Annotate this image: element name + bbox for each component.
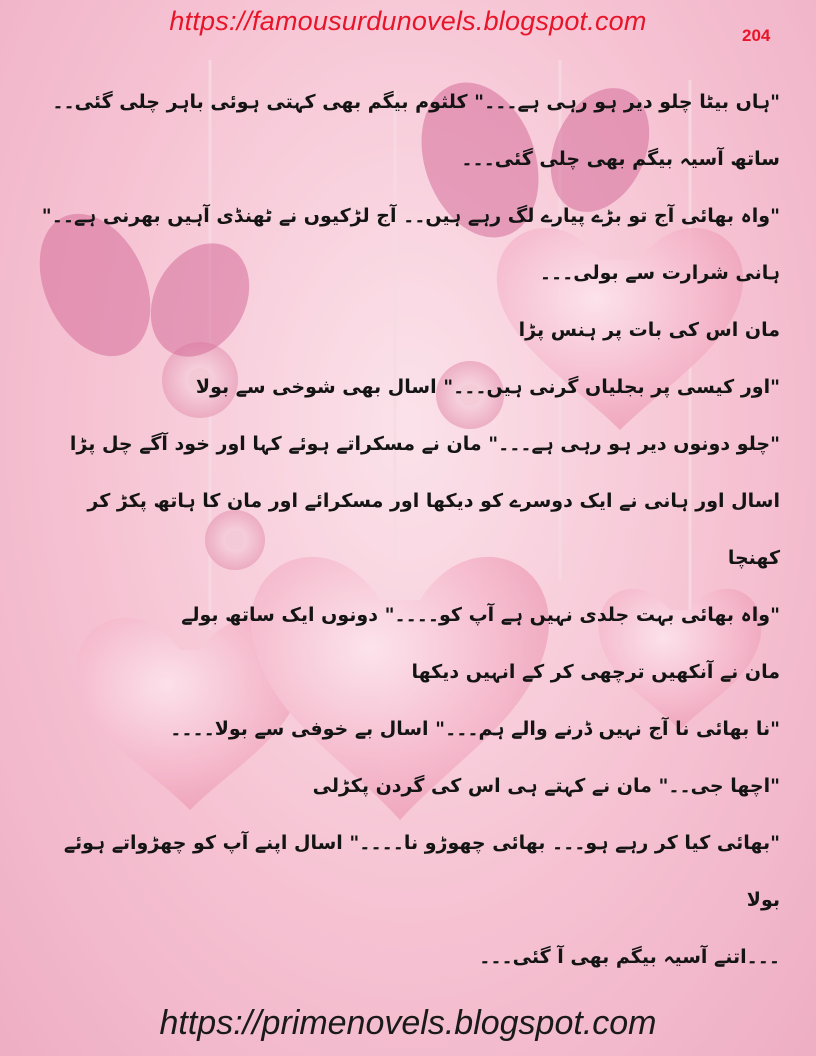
- paragraph: مان نے آنکھیں ترچھی کر کے انہیں دیکھا: [411, 661, 780, 683]
- header-url[interactable]: https://famousurdunovels.blogspot.com: [169, 6, 647, 36]
- paragraph: "بھائی کیا کر رہے ہو۔۔۔ بھائی چھوڑو نا۔۔۔۔" اسال اپنے آپ کو چھڑواتے ہوئے بولا: [63, 832, 780, 911]
- paragraph: مان اس کی بات پر ہنس پڑا: [518, 319, 780, 341]
- paragraph: "اچھا جی۔۔" مان نے کہتے ہی اس کی گردن پکڑلی: [312, 775, 780, 797]
- paragraph: "چلو دونوں دیر ہو رہی ہے۔۔۔" مان نے مسکراتے ہوئے کہا اور خود آگے چل پڑا: [69, 433, 780, 455]
- paragraph: ۔۔۔اتنے آسیہ بیگم بھی آ گئی۔۔۔: [479, 946, 780, 968]
- paragraph: "اور کیسی پر بجلیاں گرنی ہیں۔۔۔" اسال بھی شوخی سے بولا: [195, 376, 780, 398]
- novel-text: [40, 74, 780, 986]
- footer-url[interactable]: https://primenovels.blogspot.com: [159, 1004, 657, 1042]
- paragraph: "واہ بھائی بہت جلدی نہیں ہے آپ کو۔۔۔۔" دونوں ایک ساتھ بولے: [181, 604, 780, 626]
- paragraph: "واہ بھائی آج تو بڑے پیارے لگ رہے ہیں۔۔ آج لڑکیوں نے ٹھنڈی آہیں بھرنی ہے۔۔" ہانی شرارت سے بولی۔۔۔: [41, 205, 780, 284]
- paragraph: "نا بھائی نا آج نہیں ڈرنے والے ہم۔۔۔" اسال بے خوفی سے بولا۔۔۔۔: [170, 718, 780, 740]
- paragraph: "ہاں بیٹا چلو دیر ہو رہی ہے۔۔۔" کلثوم بیگم بھی کہتی ہوئی باہر چلی گئی۔۔ ساتھ آسیہ بیگم بھی چلی گئی۔۔۔: [52, 91, 780, 170]
- paragraph: اسال اور ہانی نے ایک دوسرے کو دیکھا اور مسکرائے اور مان کا ہاتھ پکڑ کر کھنچا: [87, 490, 780, 569]
- page-number: 204: [742, 26, 771, 45]
